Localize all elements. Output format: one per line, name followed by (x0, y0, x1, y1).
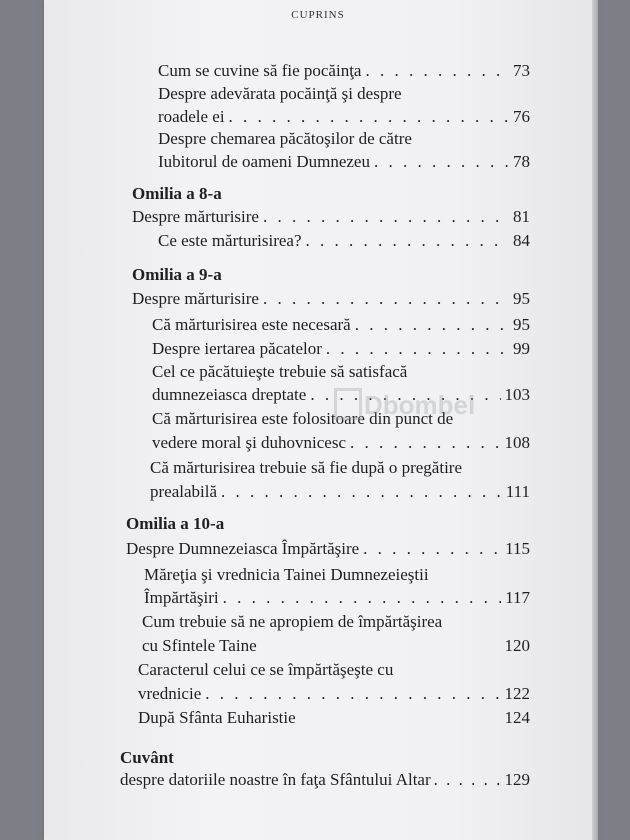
leader-dots (306, 231, 510, 251)
entry-title-line2: roadele ei (158, 107, 225, 126)
entry-title-line1: Că mărturisirea trebuie să fie după o pregătire (150, 458, 463, 477)
toc-entry-117 (144, 588, 530, 608)
page-number: 120 (504, 636, 530, 655)
leader-dots (363, 539, 501, 559)
entry-title-line1: Caracterul celui ce se împărtăşeşte cu (138, 660, 394, 679)
leader-dots (205, 684, 500, 704)
toc-entry-108 (152, 433, 530, 453)
entry-title-line2: cu Sfintele Taine (142, 636, 257, 655)
leader-dots (365, 61, 509, 81)
entry-title-line2: prealabilă (150, 482, 218, 501)
page-number: 73 (513, 61, 530, 80)
page-number: 84 (513, 231, 530, 250)
leader-dots (350, 433, 500, 453)
toc-entry-99 (152, 339, 530, 359)
section-heading: Cuvânt (120, 748, 174, 767)
toc-entry-122 (138, 684, 530, 704)
entry-title-line1: Măreţia şi vrednicia Tainei Dumnezeieştii (144, 565, 429, 584)
leader-dots (221, 482, 502, 502)
book-page (44, 0, 592, 840)
page-header: CUPRINS (291, 9, 345, 21)
leader-dots (229, 107, 509, 127)
entry-title: Despre Dumnezeiasca Împărtăşire (126, 539, 360, 558)
entry-title-line1: Despre adevărata pocăinţă şi despre (158, 84, 402, 103)
section-heading: Omilia a 9-a (132, 265, 222, 284)
page-number: 117 (505, 588, 530, 607)
page-number: 111 (505, 482, 530, 501)
entry-title: Despre mărturisire (132, 207, 259, 226)
leader-dots (326, 339, 509, 359)
watermark-text: Dbombel (364, 390, 476, 420)
toc-entry-124 (138, 708, 530, 728)
page-number: 81 (513, 207, 530, 226)
entry-title-line2: dumnezeiasca dreptate (152, 385, 307, 404)
entry-title: Ce este mărturisirea? (158, 231, 302, 250)
leader-dots (434, 770, 502, 790)
page-number: 124 (504, 708, 530, 727)
toc-entry-115 (126, 539, 530, 559)
entry-title-line1: Despre chemarea păcătoşilor de către (158, 129, 412, 148)
entry-title: despre datoriile noastre în faţa Sfântului Altar (120, 770, 431, 789)
entry-title-line2: Împărtăşiri (144, 588, 219, 607)
toc-entry-81 (132, 207, 530, 227)
entry-title-line1: Cum trebuie să ne apropiem de împărtăşirea (142, 612, 443, 631)
leader-dots (223, 588, 502, 608)
entry-title-line2: vrednicie (138, 684, 202, 703)
toc-entry-76 (158, 107, 530, 127)
entry-title-line2: Iubitorul de oameni Dumnezeu (158, 152, 370, 171)
section-heading: Omilia a 8-a (132, 184, 222, 203)
page-number: 95 (513, 315, 530, 334)
toc-entry-84 (158, 231, 530, 251)
page-number: 129 (504, 770, 530, 789)
watermark-logo (334, 376, 476, 436)
watermark-box-icon (334, 388, 362, 420)
page-number: 115 (505, 539, 530, 558)
toc-entry-95b (152, 315, 530, 335)
page-number: 99 (513, 339, 530, 358)
entry-title-line1: Cel ce păcătuieşte trebuie să satisfacă (152, 362, 408, 381)
leader-dots (374, 152, 509, 172)
leader-dots (263, 207, 509, 227)
page-number: 103 (504, 385, 530, 404)
entry-title-line1: Că mărturisirea este folositoare din punct de (152, 409, 454, 428)
leader-dots (355, 315, 509, 335)
page-number: 122 (504, 684, 530, 703)
page-number: 95 (513, 289, 530, 308)
section-heading: Omilia a 10-a (126, 514, 225, 533)
entry-title: Cum se cuvine să fie pocăinţa (158, 61, 362, 80)
toc-entry-129 (120, 770, 530, 790)
toc-entry-73 (158, 61, 530, 81)
toc-entry-95a (132, 289, 530, 309)
toc-entry-78 (158, 152, 530, 172)
entry-title-line2: vedere moral şi duhovnicesc (152, 433, 347, 452)
entry-title: După Sfânta Euharistie (138, 708, 296, 727)
entry-title: Despre iertarea păcatelor (152, 339, 322, 358)
entry-title: Că mărturisirea este necesară (152, 315, 351, 334)
page-number: 78 (513, 152, 530, 171)
page-number: 76 (513, 107, 530, 126)
entry-title: Despre mărturisire (132, 289, 259, 308)
toc-entry-111 (150, 482, 530, 502)
toc-entry-120 (142, 636, 530, 656)
page-number: 108 (504, 433, 530, 452)
leader-dots (263, 289, 509, 309)
